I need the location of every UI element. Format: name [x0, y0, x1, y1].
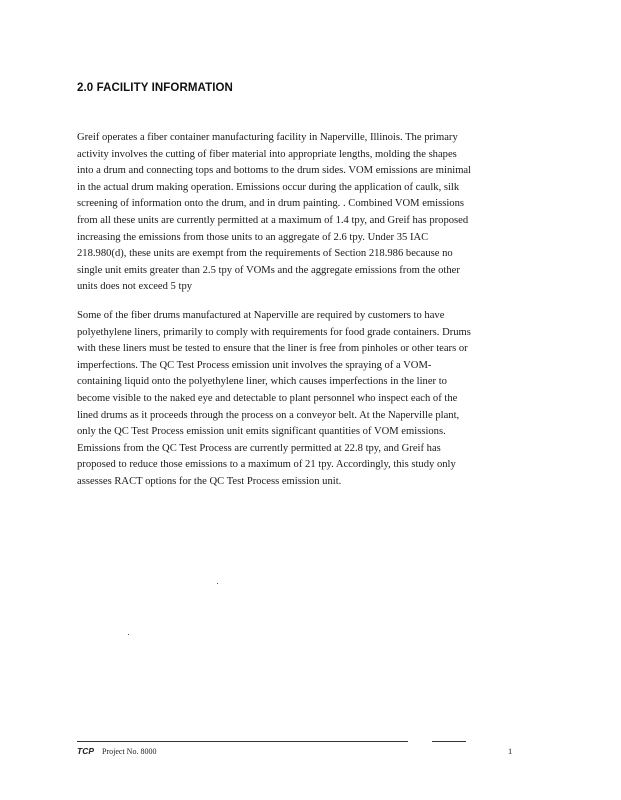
text-line: increasing the emissions from those units to an aggregate of 2.6 tpy. Under 35 IAC — [77, 231, 429, 243]
text-line: containing liquid onto the polyethylene liner, which causes imperfections in the liner to — [77, 376, 447, 388]
footer-rule-short — [432, 741, 466, 742]
footer-rule-main — [77, 741, 408, 742]
footer-project-number: Project No. 8000 — [102, 747, 157, 756]
text-line: lined drums as it proceeds through the process on a conveyor belt. At the Naperville plant, — [77, 409, 460, 421]
page-number: 1 — [508, 746, 513, 756]
text-line: with these liners must be tested to ensure that the liner is free from pinholes or other tears or — [77, 343, 468, 355]
footer-brand: TCP — [77, 746, 94, 756]
text-line: screening of information onto the drum, and in drum painting. . Combined VOM emissions — [77, 198, 465, 210]
scan-speck — [217, 583, 218, 584]
scan-speck — [128, 634, 129, 635]
text-line: only the QC Test Process emission unit emits significant quantities of VOM emissions. — [77, 426, 446, 438]
section-heading: 2.0 FACILITY INFORMATION — [77, 82, 233, 94]
footer-left — [77, 746, 156, 756]
text-line: Some of the fiber drums manufactured at Naperville are required by customers to have — [77, 310, 445, 321]
text-line: units does not exceed 5 tpy — [77, 281, 193, 293]
text-line: polyethylene liners, primarily to comply with requirements for food grade containers. Drums — [77, 326, 471, 338]
text-line: imperfections. The QC Test Process emission unit involves the spraying of a VOM- — [77, 359, 432, 371]
text-line: in the actual drum making operation. Emissions occur during the application of caulk, silk — [77, 181, 460, 193]
text-line: Emissions from the QC Test Process are currently permitted at 22.8 tpy, and Greif has — [77, 442, 441, 454]
text-line: proposed to reduce those emissions to a maximum of 21 tpy. Accordingly, this study only — [77, 459, 456, 471]
text-line: single unit emits greater than 2.5 tpy of VOMs and the aggregate emissions from the other — [77, 264, 460, 276]
paragraph-facility-overview — [77, 130, 537, 296]
text-line: into a drum and connecting tops and bottoms to the drum sides. VOM emissions are minimal — [77, 165, 472, 177]
text-line: from all these units are currently permitted at a maximum of 1.4 tpy, and Greif has proposed — [77, 214, 469, 226]
paragraph-qc-test-process — [77, 308, 537, 491]
text-line: become visible to the naked eye and detectable to plant personnel who inspect each of the — [77, 392, 458, 404]
text-line: Greif operates a fiber container manufacturing facility in Naperville, Illinois. The primary — [77, 132, 458, 143]
text-line: 218.980(d), these units are exempt from the requirements of Section 218.986 because no — [77, 248, 453, 260]
text-line: activity involves the cutting of fiber material into appropriate lengths, molding the shapes — [77, 148, 457, 160]
text-line: assesses RACT options for the QC Test Process emission unit. — [77, 475, 342, 487]
